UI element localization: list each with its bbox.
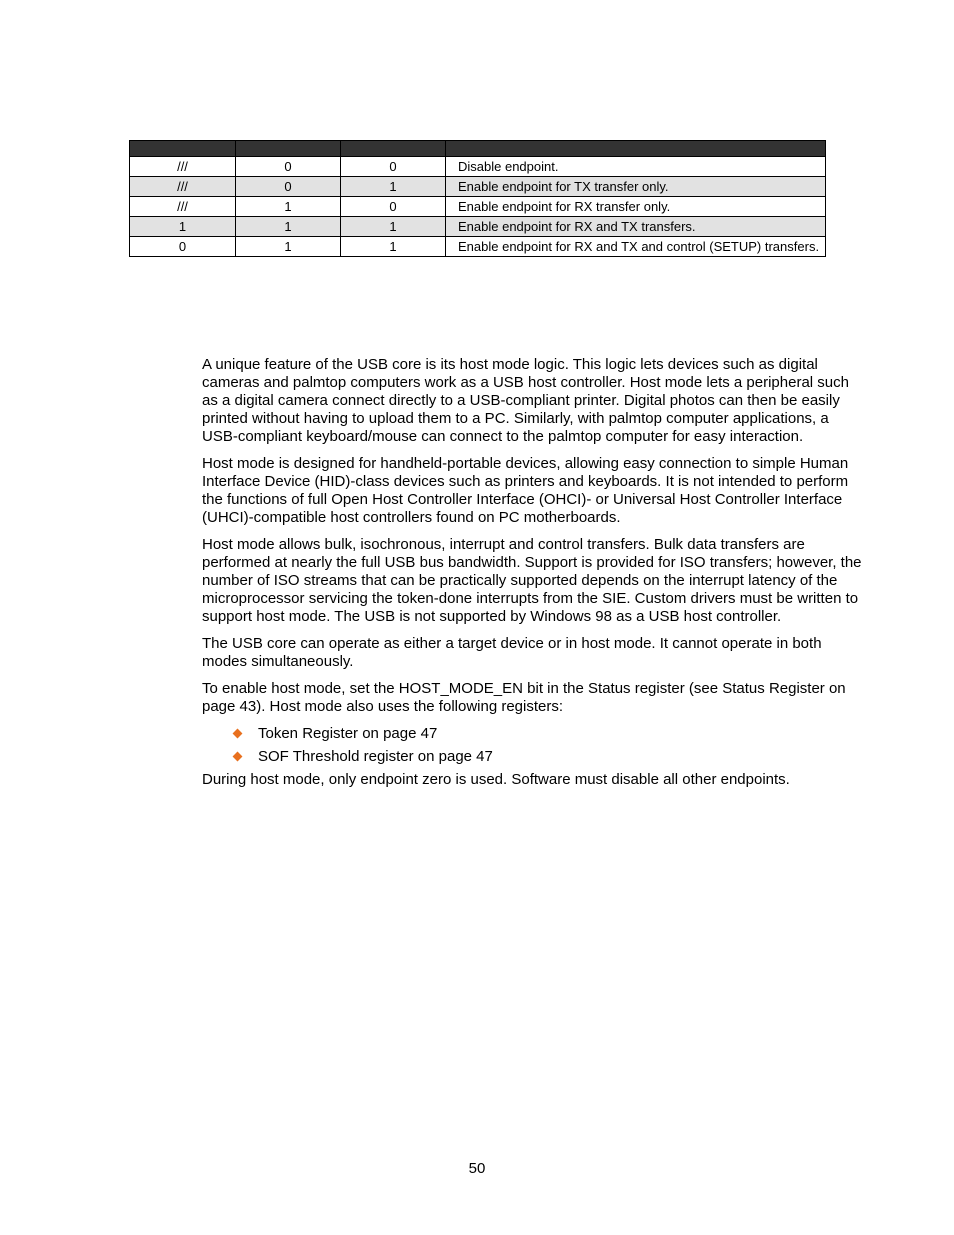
body-text (202, 356, 868, 798)
orange-diamond-icon (233, 729, 243, 739)
table-cell: 0 (341, 197, 446, 217)
table-header-row (130, 141, 826, 157)
table-cell: /// (130, 177, 236, 197)
paragraph-host-mode-operation: The USB core can operate as either a target device or in host mode. It cannot operate in both modes simultaneously. (202, 635, 822, 670)
table-cell: 0 (236, 157, 341, 177)
table-cell-description: Enable endpoint for RX transfer only. (446, 197, 826, 217)
list-item (202, 748, 868, 766)
table-cell: 0 (341, 157, 446, 177)
table-cell: 1 (236, 237, 341, 257)
paragraph-closing: During host mode, only endpoint zero is used. Software must disable all other endpoints. (202, 771, 790, 788)
header-cell (446, 141, 826, 157)
table-cell-description: Enable endpoint for TX transfer only. (446, 177, 826, 197)
register-list (202, 725, 868, 766)
list-item-text: Token Register on page 47 (258, 725, 438, 742)
header-cell (130, 141, 236, 157)
table-cell: 0 (130, 237, 236, 257)
table-row (130, 197, 826, 217)
table-cell: 0 (236, 177, 341, 197)
table-cell: /// (130, 157, 236, 177)
paragraph-host-mode-intro: A unique feature of the USB core is its host mode logic. This logic lets devices such as digital cameras and palmtop computers work as a USB host controller. Host mode lets a peripheral such as a digital camera connect directly to a USB-compliant printer. Digital photos can then be easily printed without having to upload them to a PC. Similarly, with palmtop computer applications, a USB-compliant keyboard/mouse can connect to the palmtop computer for easy interaction. (202, 356, 849, 445)
header-cell (236, 141, 341, 157)
orange-diamond-icon (233, 752, 243, 762)
endpoint-control-table (129, 140, 826, 257)
table-cell-description: Enable endpoint for RX and TX transfers. (446, 217, 826, 237)
header-cell (341, 141, 446, 157)
table-cell: 1 (341, 237, 446, 257)
table-row (130, 237, 826, 257)
table-cell: 1 (236, 197, 341, 217)
table-cell: /// (130, 197, 236, 217)
table-cell: 1 (236, 217, 341, 237)
table-cell-description: Enable endpoint for RX and TX and control (SETUP) transfers. (446, 237, 826, 257)
table-cell: 1 (341, 177, 446, 197)
list-item (202, 725, 868, 743)
table-cell: 1 (130, 217, 236, 237)
table-row (130, 217, 826, 237)
table-cell: 1 (341, 217, 446, 237)
table-row (130, 157, 826, 177)
table-cell-description: Disable endpoint. (446, 157, 826, 177)
list-item-text: SOF Threshold register on page 47 (258, 748, 493, 765)
page-number: 50 (468, 1160, 486, 1177)
paragraph-enable-host-mode: To enable host mode, set the HOST_MODE_EN bit in the Status register (see Status Register on page 43). Host mode also uses the following registers: (202, 680, 846, 715)
paragraph-host-mode-transfers: Host mode allows bulk, isochronous, interrupt and control transfers. Bulk data transfers are performed at nearly the full USB bus bandwidth. Support is provided for ISO transfers; however, the number of ISO streams that can be practically supported depends on the interrupt latency of the microprocessor servicing the token-done interrupts from the SIE. Custom drivers must be written to support host mode. The USB is not supported by Windows 98 as a USB host controller. (202, 536, 862, 625)
paragraph-host-mode-design: Host mode is designed for handheld-portable devices, allowing easy connection to simple Human Interface Device (HID)-class devices such as printers and keyboards. It is not intended to perform the functions of full Open Host Controller Interface (OHCI)- or Universal Host Controller Interface (UHCI)-compatible host controllers found on PC motherboards. (202, 455, 849, 526)
table-row (130, 177, 826, 197)
